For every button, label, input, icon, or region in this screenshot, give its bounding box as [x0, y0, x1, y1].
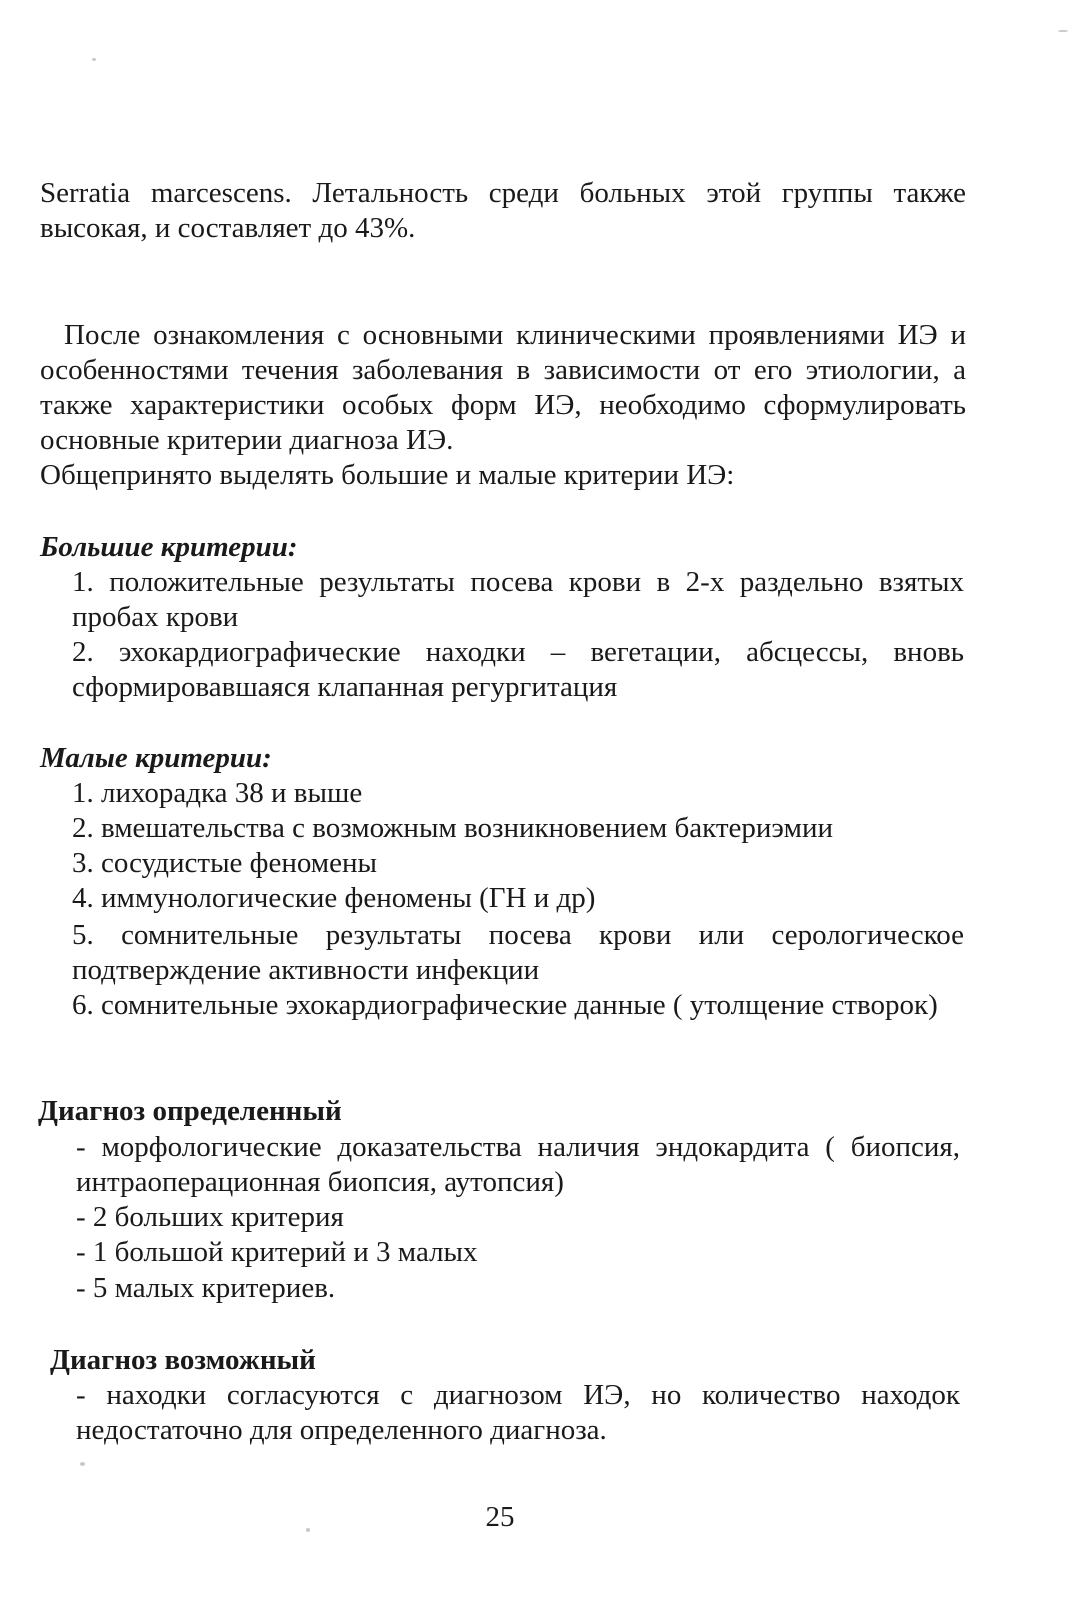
minor-criterion-2: 2. вмешательства с возможным возникновением бактериэмии: [72, 812, 834, 844]
intro-paragraph: После ознакомления с основными клиническими проявлениями ИЭ и особенностями течения заболевания в зависимости от его этиологии, а также характеристики особых форм ИЭ, необходимо сформулировать основные критерии диагноза ИЭ.: [40, 319, 966, 456]
definite-item-3: - 1 большой критерий и 3 малых: [76, 1236, 478, 1268]
intro-line-2: высокая, и составляет до 43%.: [40, 212, 416, 244]
definite-item-2: - 2 больших критерия: [76, 1201, 344, 1233]
scan-speck: [306, 1528, 310, 1532]
definite-item-1: - морфологические доказательства наличия эндокардита ( биопсия, интраоперационная биопсия, аутопсия): [76, 1131, 960, 1198]
major-criterion-1: 1. положительные результаты посева крови в 2-х раздельно взятых пробах крови: [72, 566, 964, 633]
possible-item-1: - находки согласуются с диагнозом ИЭ, но количество находок недостаточно для определенного диагноза.: [76, 1379, 960, 1446]
definite-item-4: - 5 малых критериев.: [76, 1272, 336, 1304]
scan-speck: [1058, 30, 1068, 32]
minor-criterion-3: 3. сосудистые феномены: [72, 847, 378, 879]
minor-criteria-heading: Малые критерии:: [40, 742, 272, 774]
possible-diagnosis-heading: Диагноз возможный: [50, 1344, 316, 1376]
intro-line-1: Serratia marcescens. Летальность среди больных этой группы также: [40, 177, 966, 209]
definite-diagnosis-heading: Диагноз определенный: [38, 1095, 342, 1127]
minor-criterion-4: 4. иммунологические феномены (ГН и др): [72, 882, 596, 914]
scan-speck: [80, 1462, 85, 1466]
major-criteria-heading: Большие критерии:: [40, 531, 298, 563]
minor-criterion-6: 6. сомнительные эхокардиографические данные ( утолщение створок): [72, 989, 938, 1021]
criteria-intro: Общепринято выделять большие и малые критерии ИЭ:: [40, 459, 735, 491]
major-criterion-2: 2. эхокардиографические находки – вегетации, абсцессы, вновь сформировавшаяся клапанная регургитация: [72, 636, 964, 703]
minor-criterion-5: 5. сомнительные результаты посева крови или серологическое подтверждение активности инфекции: [72, 919, 964, 986]
scan-speck: [92, 58, 96, 61]
page-number: 25: [485, 1501, 515, 1533]
minor-criterion-1: 1. лихорадка 38 и выше: [72, 777, 363, 809]
